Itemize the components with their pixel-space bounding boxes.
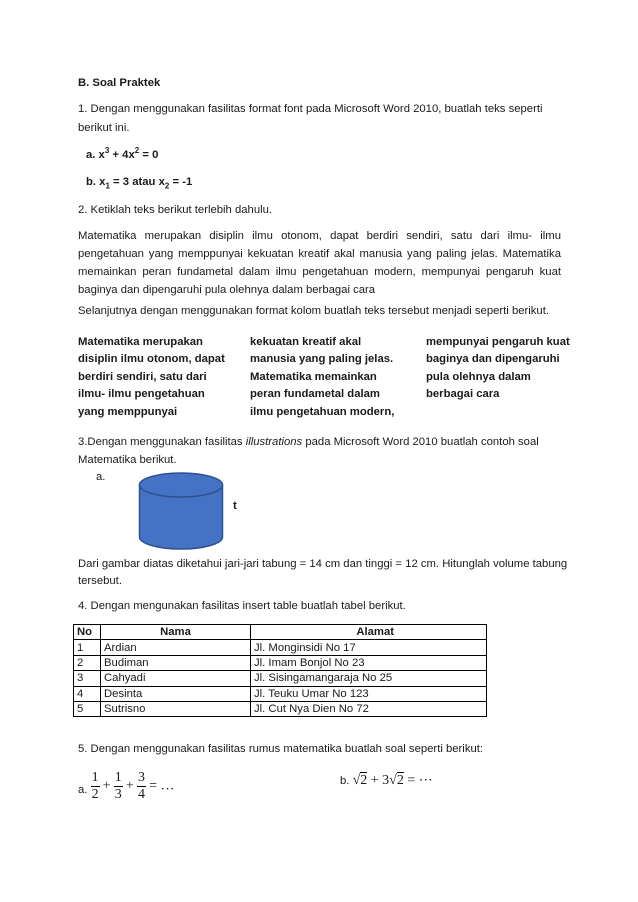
q2-paragraph: Matematika merupakan disiplin ilmu otonom, dapat berdiri sendiri, satu dari ilmu- ilmu pengetahuan yang memppunyai kekuatan kreatif akal manusia yang paling jelas. Matematika memainkan peran fundametal dalam ilmu pengetahuan modern, mempunyai pengaruh kuat baginya dan dipengaruhi pula olehnya dalam berbagai cara: [78, 230, 561, 296]
cylinder-height-label: t: [233, 500, 237, 512]
header-alamat: Alamat: [251, 625, 487, 640]
cell-nama: Sutrisno: [101, 701, 251, 716]
cell-no: 2: [74, 655, 101, 670]
q3-line1-italic: illustrations: [245, 436, 303, 448]
q1-a-mid: + 4x: [109, 149, 135, 161]
q3-line1-b: pada Microsoft Word 2010 buatlah contoh soal: [302, 436, 539, 448]
q1-item-b: [86, 175, 192, 189]
cell-alamat: Jl. Sisingamangaraja No 25: [251, 671, 487, 686]
radicand: 2: [396, 773, 404, 788]
q5-a-end: = …: [149, 778, 175, 794]
header-nama: Nama: [101, 625, 251, 640]
cell-alamat: Jl. Monginsidi No 17: [251, 640, 487, 655]
q2-instruction: Selanjutnya dengan menggunakan format kolom buatlah teks tersebut menjadi seperti berikut.: [78, 305, 549, 317]
q1-a-sup2: 2: [134, 146, 140, 156]
q1-b-sub1: 1: [105, 181, 110, 191]
column-line: yang memppunyai: [78, 405, 178, 418]
q3-question-line2: tersebut.: [78, 575, 122, 587]
q1-a-sup1: 3: [104, 146, 110, 156]
column-3: [426, 334, 570, 404]
fraction-denominator: 3: [114, 787, 122, 802]
column-1: [78, 334, 225, 421]
cylinder-top: [140, 473, 223, 497]
table-header-row: [74, 625, 487, 640]
q3-item-label: a.: [96, 471, 106, 483]
table-row: [74, 686, 487, 701]
q3-line1-a: 3.Dengan menggunakan fasilitas: [78, 436, 246, 448]
column-line: ilmu pengetahuan modern,: [250, 405, 395, 418]
q1-text-line1: 1. Dengan menggunakan fasilitas format font pada Microsoft Word 2010, buatlah teks seperti: [78, 103, 543, 115]
q5-intro: 5. Dengan menggunakan fasilitas rumus matematika buatlah soal seperti berikut:: [78, 743, 484, 755]
table-row: [74, 640, 487, 655]
plus-sign: +: [102, 778, 111, 794]
q4-intro: 4. Dengan mengunakan fasilitas insert table buatlah tabel berikut.: [78, 600, 406, 612]
cell-no: 1: [74, 640, 101, 655]
table-row: [74, 655, 487, 670]
q5-b-mid: + 3: [367, 773, 390, 788]
column-line: berdiri sendiri, satu dari: [78, 370, 207, 383]
column-line: berbagai cara: [426, 388, 500, 401]
fraction-denominator: 2: [91, 787, 99, 802]
cell-nama: Ardian: [101, 640, 251, 655]
fraction: [114, 770, 123, 803]
q1-text-line2: berikut ini.: [78, 122, 130, 134]
fraction-numerator: 3: [137, 770, 145, 785]
q1-b-end: = -1: [169, 176, 193, 188]
q2-intro: 2. Ketiklah teks berikut terlebih dahulu.: [78, 204, 273, 216]
fraction: [91, 770, 100, 803]
header-no: No: [74, 625, 101, 640]
q5-formula-b: [340, 772, 433, 789]
q1-b-mid: = 3 atau x: [109, 176, 165, 188]
table-row: [74, 701, 487, 716]
cylinder-illustration: [138, 472, 224, 552]
column-line: ilmu- ilmu pengetahuan: [78, 388, 205, 401]
q1-item-a: [86, 148, 158, 162]
column-line: Matematika memainkan: [250, 370, 377, 383]
sqrt-icon: √: [389, 773, 397, 788]
q5-formula-a: [78, 770, 174, 803]
plus-sign: +: [125, 778, 134, 794]
address-table: [73, 624, 487, 717]
q1-b-prefix: b. x: [86, 176, 106, 188]
cell-no: 4: [74, 686, 101, 701]
q3-line1: [78, 435, 561, 449]
section-title: B. Soal Praktek: [78, 77, 161, 89]
q1-a-end: = 0: [139, 149, 159, 161]
cell-nama: Cahyadi: [101, 671, 251, 686]
q1-b-sub2: 2: [164, 181, 170, 191]
q5-b-end: = ⋯: [403, 773, 433, 788]
q5-b-label: b.: [340, 775, 350, 787]
table-row: [74, 671, 487, 686]
fraction-numerator: 1: [91, 770, 99, 785]
column-2: [250, 334, 394, 421]
cell-no: 3: [74, 671, 101, 686]
cell-alamat: Jl. Imam Bonjol No 23: [251, 655, 487, 670]
column-line: peran fundametal dalam: [250, 388, 380, 401]
column-line: manusia yang paling jelas.: [250, 353, 394, 366]
cell-no: 5: [74, 701, 101, 716]
radicand: 2: [360, 773, 368, 788]
q5-a-label: a.: [78, 783, 88, 796]
column-line: Matematika merupakan: [78, 336, 203, 348]
column-line: mempunyai pengaruh kuat: [426, 336, 570, 348]
fraction-numerator: 1: [114, 770, 122, 785]
cell-nama: Desinta: [101, 686, 251, 701]
column-line: disiplin ilmu otonom, dapat: [78, 353, 225, 366]
q3-question-line1: Dari gambar diatas diketahui jari-jari tabung = 14 cm dan tinggi = 12 cm. Hitunglah volume tabung: [78, 558, 568, 570]
cell-alamat: Jl. Teuku Umar No 123: [251, 686, 487, 701]
fraction: [137, 770, 146, 803]
cell-alamat: Jl. Cut Nya Dien No 72: [251, 701, 487, 716]
column-line: pula olehnya dalam: [426, 370, 531, 383]
fraction-denominator: 4: [137, 787, 145, 802]
column-line: baginya dan dipengaruhi: [426, 353, 560, 366]
q1-a-prefix: a. x: [86, 149, 105, 161]
sqrt-icon: √: [352, 773, 361, 788]
q3-line2: Matematika berikut.: [78, 454, 177, 466]
column-line: kekuatan kreatif akal: [250, 336, 362, 348]
cell-nama: Budiman: [101, 655, 251, 670]
